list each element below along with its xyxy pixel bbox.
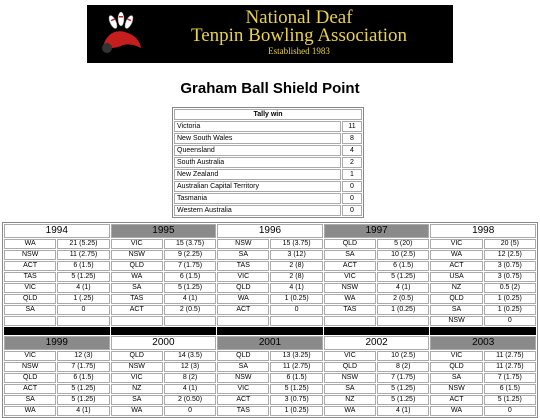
result-team: NZ: [430, 283, 482, 293]
tally-wins: 11: [342, 121, 362, 132]
result-team: WA: [4, 406, 56, 416]
result-team: TAS: [324, 305, 376, 315]
result-team: QLD: [4, 294, 56, 304]
result-team: QLD: [4, 373, 56, 383]
year-header: 2000: [111, 336, 217, 350]
result-score: 15 (3.75): [270, 239, 322, 249]
header-banner: [87, 5, 453, 63]
separator-cell: [324, 327, 430, 335]
year-header: 2002: [324, 336, 430, 350]
result-score: 7 (1.75): [377, 373, 429, 383]
result-row: [4, 283, 536, 293]
tally-state: New South Wales: [174, 133, 341, 144]
result-score: 2 (8): [270, 272, 322, 282]
result-team: WA: [111, 272, 163, 282]
result-score: 1 (0.25): [377, 305, 429, 315]
result-score: 10 (2.5): [377, 351, 429, 361]
result-score: 4 (1): [57, 406, 109, 416]
separator-cell: [111, 327, 217, 335]
result-score: 4 (1): [377, 406, 429, 416]
result-score: [164, 316, 216, 326]
result-score: 6 (1.5): [57, 261, 109, 271]
tally-row: [174, 133, 362, 144]
result-score: 6 (1.5): [270, 373, 322, 383]
result-row: [4, 294, 536, 304]
year-header: 1996: [217, 224, 323, 238]
result-team: VIC: [111, 373, 163, 383]
result-team: VIC: [111, 239, 163, 249]
result-team: NSW: [430, 316, 482, 326]
result-score: 1 (0.25): [270, 294, 322, 304]
result-team: NSW: [111, 250, 163, 260]
result-score: 0: [164, 406, 216, 416]
tally-wins: 0: [342, 181, 362, 192]
result-row: [4, 406, 536, 416]
result-team: WA: [217, 294, 269, 304]
result-row: [4, 384, 536, 394]
result-team: WA: [324, 406, 376, 416]
result-team: QLD: [217, 351, 269, 361]
result-team: QLD: [430, 362, 482, 372]
result-team: SA: [430, 305, 482, 315]
result-team: [111, 316, 163, 326]
separator-cell: [4, 327, 110, 335]
tally-header-row: [174, 109, 362, 120]
result-team: WA: [324, 294, 376, 304]
result-row: [4, 351, 536, 361]
result-score: 6 (1.5): [164, 272, 216, 282]
result-team: [217, 316, 269, 326]
results-grid: [2, 222, 538, 418]
result-team: [324, 316, 376, 326]
year-header: 1995: [111, 224, 217, 238]
result-score: 12 (3): [57, 351, 109, 361]
tally-wins: 1: [342, 169, 362, 180]
result-team: ACT: [111, 305, 163, 315]
tally-wins: 8: [342, 133, 362, 144]
result-team: NSW: [4, 362, 56, 372]
result-score: 9 (2.25): [164, 250, 216, 260]
result-team: NSW: [324, 373, 376, 383]
result-team: WA: [430, 250, 482, 260]
result-team: VIC: [4, 351, 56, 361]
year-header: 1999: [4, 336, 110, 350]
result-score: 2 (8): [270, 261, 322, 271]
result-score: 1 (0.25): [270, 406, 322, 416]
tally-row: [174, 193, 362, 204]
result-score: 5 (1.25): [57, 384, 109, 394]
result-team: NSW: [217, 373, 269, 383]
result-score: 4 (1): [164, 294, 216, 304]
tally-wins: 4: [342, 145, 362, 156]
result-score: 3 (0.75): [484, 261, 536, 271]
tally-state: Tasmania: [174, 193, 341, 204]
result-score: 5 (1.25): [57, 395, 109, 405]
result-team: SA: [217, 250, 269, 260]
result-team: VIC: [4, 283, 56, 293]
year-header: 1998: [430, 224, 536, 238]
result-team: NSW: [430, 384, 482, 394]
result-score: 11 (2.75): [484, 362, 536, 372]
result-score: [270, 316, 322, 326]
result-team: ACT: [217, 395, 269, 405]
result-row: [4, 261, 536, 271]
result-team: ACT: [4, 384, 56, 394]
result-team: ACT: [217, 305, 269, 315]
result-score: 12 (3): [164, 362, 216, 372]
result-team: VIC: [430, 239, 482, 249]
tally-state: Victoria: [174, 121, 341, 132]
result-score: 0: [484, 406, 536, 416]
result-score: 21 (5.25): [57, 239, 109, 249]
result-row: [4, 362, 536, 372]
result-score: 12 (2.5): [484, 250, 536, 260]
result-score: 6 (1.5): [57, 373, 109, 383]
result-team: NZ: [324, 395, 376, 405]
result-team: VIC: [324, 272, 376, 282]
tally-row: [174, 145, 362, 156]
result-score: 13 (3.25): [270, 351, 322, 361]
result-team: WA: [4, 239, 56, 249]
result-team: [4, 316, 56, 326]
tally-row: [174, 169, 362, 180]
banner-established: Established 1983: [268, 46, 330, 56]
result-score: 5 (1.25): [484, 395, 536, 405]
result-score: 4 (1): [57, 283, 109, 293]
result-score: 0: [484, 316, 536, 326]
result-team: ACT: [430, 261, 482, 271]
tally-state: New Zealand: [174, 169, 341, 180]
result-score: 7 (1.75): [484, 373, 536, 383]
result-score: 2 (0.50): [164, 395, 216, 405]
result-row: [4, 395, 536, 405]
tally-state: Western Australia: [174, 205, 341, 216]
banner-title-line1: National Deaf: [245, 7, 353, 28]
result-score: 0: [57, 305, 109, 315]
result-score: [57, 316, 109, 326]
result-score: 7 (1.75): [57, 362, 109, 372]
result-team: NSW: [324, 283, 376, 293]
result-score: 6 (1.5): [377, 261, 429, 271]
result-team: TAS: [111, 294, 163, 304]
result-score: 0.5 (2): [484, 283, 536, 293]
tally-win-table: [172, 107, 364, 218]
result-score: 6 (1.5): [484, 384, 536, 394]
result-score: 5 (1.25): [377, 395, 429, 405]
result-team: QLD: [324, 239, 376, 249]
result-team: WA: [111, 406, 163, 416]
result-score: 4 (1): [270, 283, 322, 293]
result-score: 8 (2): [164, 373, 216, 383]
bowling-pins-logo: [95, 8, 147, 60]
result-score: 3 (0.75): [484, 272, 536, 282]
result-team: ACT: [430, 395, 482, 405]
result-team: SA: [111, 283, 163, 293]
result-row: [4, 239, 536, 249]
tally-wins: 2: [342, 157, 362, 168]
result-row: [4, 272, 536, 282]
tally-row: [174, 157, 362, 168]
tally-state: Queensland: [174, 145, 341, 156]
result-score: 4 (1): [377, 283, 429, 293]
result-score: 1 (.25): [57, 294, 109, 304]
result-team: ACT: [4, 261, 56, 271]
year-header-row: [4, 224, 536, 238]
tally-wins: 0: [342, 193, 362, 204]
result-team: USA: [430, 272, 482, 282]
result-team: QLD: [111, 351, 163, 361]
result-team: WA: [430, 406, 482, 416]
result-team: VIC: [217, 384, 269, 394]
result-score: 11 (2.75): [270, 362, 322, 372]
result-team: TAS: [4, 272, 56, 282]
year-header: 1994: [4, 224, 110, 238]
tally-row: [174, 205, 362, 216]
result-team: SA: [324, 384, 376, 394]
result-score: 15 (3.75): [164, 239, 216, 249]
separator-row: [4, 327, 536, 335]
result-team: QLD: [324, 362, 376, 372]
result-score: 5 (1.25): [57, 272, 109, 282]
tally-state: South Australia: [174, 157, 341, 168]
result-score: 14 (3.5): [164, 351, 216, 361]
result-score: 2 (0.5): [164, 305, 216, 315]
result-score: 5 (1.25): [377, 384, 429, 394]
result-score: 1 (0.25): [484, 305, 536, 315]
tally-state: Australian Capital Territory: [174, 181, 341, 192]
result-team: VIC: [217, 272, 269, 282]
result-row: [4, 250, 536, 260]
year-header: 2001: [217, 336, 323, 350]
result-team: SA: [430, 373, 482, 383]
result-row: [4, 316, 536, 326]
result-team: ACT: [324, 261, 376, 271]
result-score: 5 (1.25): [270, 384, 322, 394]
result-score: 4 (1): [164, 384, 216, 394]
result-score: 7 (1.75): [164, 261, 216, 271]
result-team: NSW: [4, 250, 56, 260]
result-row: [4, 305, 536, 315]
result-row: [4, 373, 536, 383]
result-team: SA: [4, 305, 56, 315]
tally-row: [174, 181, 362, 192]
result-score: 5 (1.25): [377, 272, 429, 282]
page-title: Graham Ball Shield Point: [180, 80, 360, 97]
result-team: VIC: [324, 351, 376, 361]
result-team: SA: [324, 250, 376, 260]
result-score: 5 (20): [377, 239, 429, 249]
separator-cell: [217, 327, 323, 335]
result-score: 2 (0.5): [377, 294, 429, 304]
result-score: 20 (5): [484, 239, 536, 249]
result-team: QLD: [217, 283, 269, 293]
result-score: 1 (0.25): [484, 294, 536, 304]
tally-header: Tally win: [174, 109, 362, 120]
result-score: 11 (2.75): [57, 250, 109, 260]
result-team: QLD: [430, 294, 482, 304]
result-score: 5 (1.25): [164, 283, 216, 293]
result-score: [377, 316, 429, 326]
result-score: 0: [270, 305, 322, 315]
result-team: SA: [4, 395, 56, 405]
result-team: VIC: [430, 351, 482, 361]
banner-title-line2: Tenpin Bowling Association: [190, 25, 408, 46]
year-header-row: [4, 336, 536, 350]
result-score: 8 (2): [377, 362, 429, 372]
result-score: 11 (2.75): [484, 351, 536, 361]
result-score: 3 (12): [270, 250, 322, 260]
tally-row: [174, 121, 362, 132]
year-header: 1997: [324, 224, 430, 238]
result-score: 3 (0.75): [270, 395, 322, 405]
result-team: TAS: [217, 406, 269, 416]
result-team: SA: [111, 395, 163, 405]
separator-cell: [430, 327, 536, 335]
result-team: SA: [217, 362, 269, 372]
result-team: NSW: [111, 362, 163, 372]
tally-wins: 0: [342, 205, 362, 216]
result-team: QLD: [111, 261, 163, 271]
result-team: NSW: [217, 239, 269, 249]
year-header: 2003: [430, 336, 536, 350]
result-score: 10 (2.5): [377, 250, 429, 260]
result-team: NZ: [111, 384, 163, 394]
result-team: TAS: [217, 261, 269, 271]
